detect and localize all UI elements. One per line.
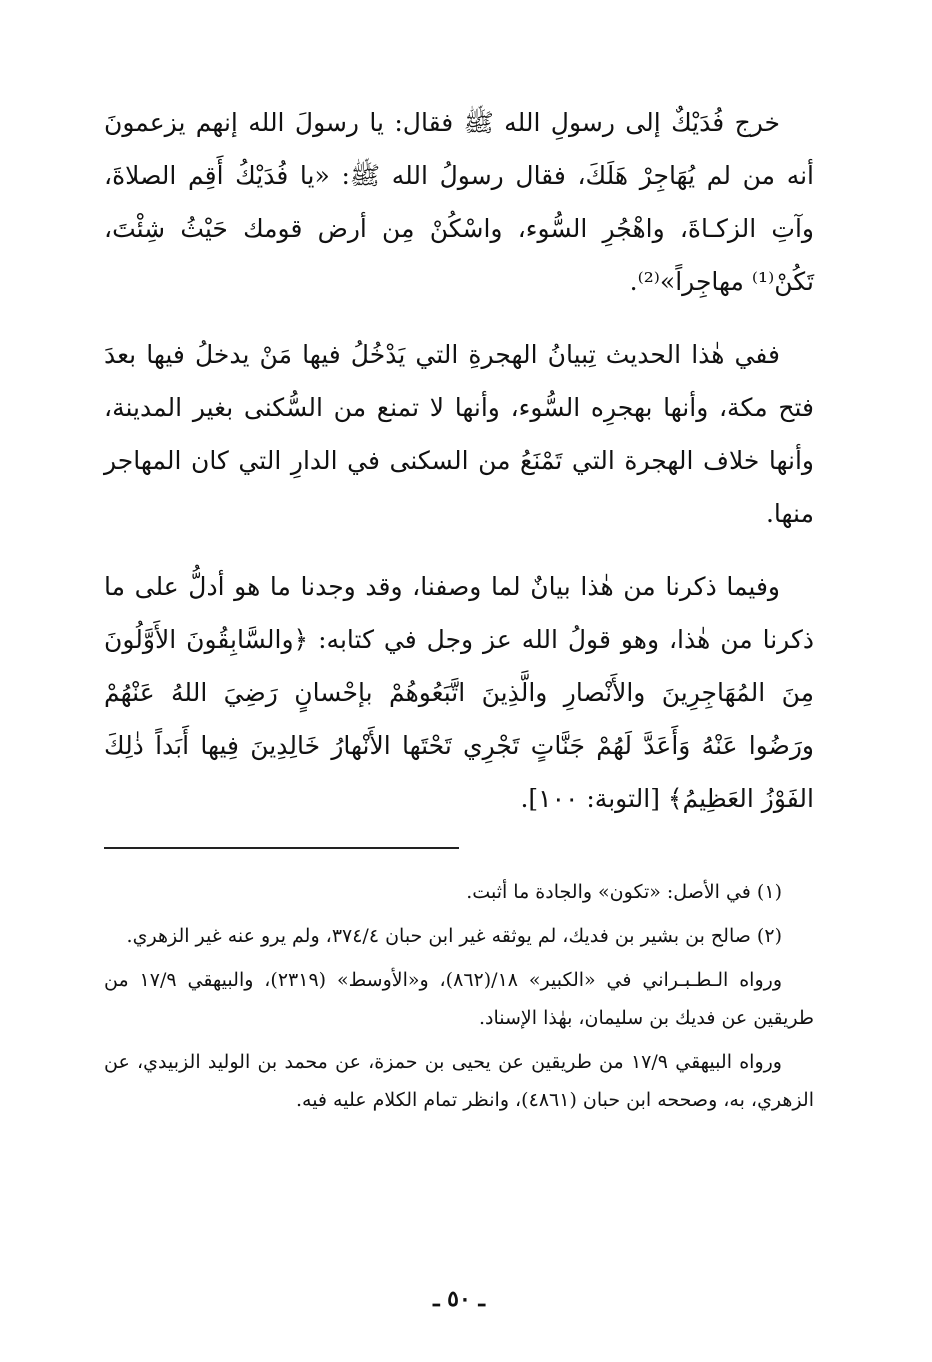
- footnote-2-continued-a: ورواه الـطـبـراني في «الكبير» ١٨/(٨٦٢)، و«الأوسط» (٢٣١٩)، والبيهقي ١٧/٩ من طريقين عن فديك بن سليمان، بهٰذا الإسناد.: [104, 969, 814, 1029]
- footnote-1: (١) في الأصل: «تكون» والجادة ما أثبت.: [466, 881, 782, 903]
- footnote-2-continued-b: ورواه البيهقي ١٧/٩ من طريقين عن يحيى بن حمزة، عن محمد بن الوليد الزبيدي، عن الزهري، به، وصححه ابن حبان (٤٨٦١)، وانظر تمام الكلام عليه فيه.: [104, 1051, 814, 1111]
- page-number: ـ ٥٠ ـ: [433, 1286, 485, 1312]
- book-page: [104, 96, 814, 1336]
- footnotes: [104, 873, 814, 1119]
- footnote-separator: [104, 847, 459, 849]
- paragraph-quran-evidence: وفيما ذكرنا من هٰذا بيانٌ لما وصفنا، وقد وجدنا ما هو أدلُّ على ما ذكرنا من هٰذا، وهو قولُ الله عز وجل في كتابه: ﴿والسَّابِقُونَ الأَوَّلُونَ مِنَ المُهَاجِرِينَ والأَنْصارِ والَّذِينَ اتَّبَعُوهُمْ بإحْسانٍ رَضِيَ اللهُ عَنْهُمْ ورَضُوا عَنْهُ وَأَعَدَّ لَهُمْ جَنَّاتٍ تَجْرِي تَحْتَها الأَنْهارُ خَالِدِينَ فِيها أَبَداً ذٰلِكَ الفَوْزُ العَظِيمُ﴾ [التوبة: ١٠٠].: [104, 572, 814, 813]
- main-text: [104, 96, 814, 825]
- footnote-2: (٢) صالح بن بشير بن فديك، لم يوثقه غير ابن حبان ٣٧٤/٤، ولم يرو عنه غير الزهري.: [126, 925, 782, 947]
- paragraph-explanation: ففي هٰذا الحديث تِبيانُ الهجرةِ التي يَدْخُلُ فيها مَنْ يدخلُ فيها بعدَ فتح مكة، وأنها بهجرِه السُّوء، وأنها لا تمنع من السُّكنى بغير المدينة، وأنها خلاف الهجرة التي تَمْنَعُ من السكنى في الدارِ التي كان المهاجر منها.: [104, 340, 814, 528]
- paragraph-hadith: خرج فُدَيْكٌ إلى رسولِ الله ﷺ فقال: يا رسولَ الله إنهم يزعمونَ أنه من لم يُهَاجِرْ هَلَكَ، فقال رسولُ الله ﷺ: «يا فُدَيْكُ أَقِم الصلاةَ، وآتِ الزكـاةَ، واهْجُرِ السُّوء، واسْكُنْ مِن أرض قومك حَيْثُ شِئْتَ، تَكُنْ⁽¹⁾ مهاجِراً»⁽²⁾.: [104, 108, 814, 296]
